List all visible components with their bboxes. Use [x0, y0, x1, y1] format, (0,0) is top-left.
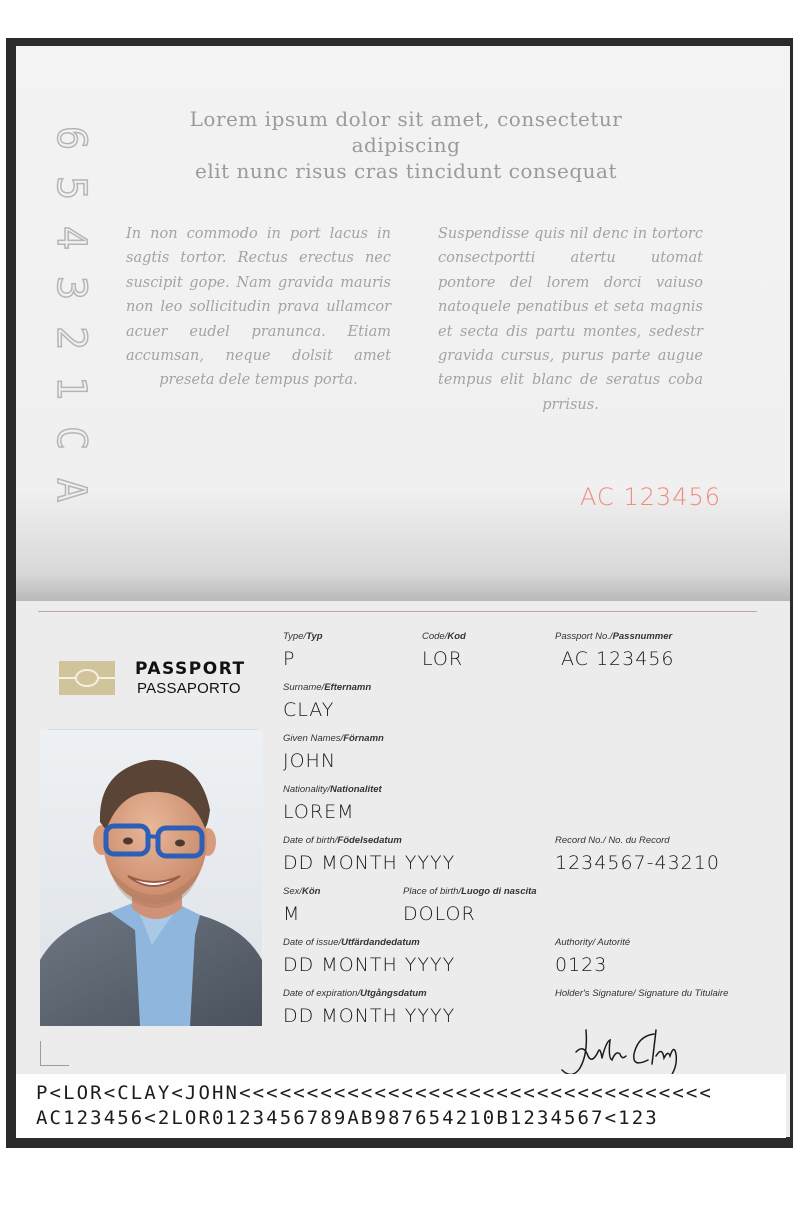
- upper-page-title: [136, 106, 676, 184]
- date-of-expiration-value: DD MONTH YYYY: [283, 1005, 456, 1027]
- date-of-issue-label: Date of issue/Utfärdandedatum: [283, 937, 420, 948]
- type-value: P: [283, 648, 296, 670]
- holder-photo: [40, 730, 262, 1026]
- perforated-number: [41, 116, 101, 516]
- record-no-value: 1234567-43210: [555, 852, 720, 874]
- mrz-line-2: AC123456<2LOR0123456789AB987654210B1234567<123: [36, 1107, 659, 1129]
- photo-corner-mark: [40, 1041, 69, 1066]
- perforated-digit: A: [48, 477, 94, 503]
- upper-title-line-1: Lorem ipsum dolor sit amet, consectetur adipiscing: [189, 107, 623, 157]
- place-of-birth-value: DOLOR: [403, 903, 476, 925]
- perforated-digit: 4: [48, 225, 94, 251]
- sex-value: M: [283, 903, 301, 925]
- mrz-line-1: P<LOR<CLAY<JOHN<<<<<<<<<<<<<<<<<<<<<<<<<<<<<<<<<<<: [36, 1082, 713, 1104]
- holder-signature-label: Holder's Signature/ Signature du Titulaire: [555, 988, 729, 999]
- biometric-chip-icon: [59, 661, 115, 695]
- paragraph-left: In non commodo in port lacus in sagtis tortor. Rectus erectus nec suscipit gope. Nam gravida mauris non leo sollicitudin prava ullamcor acuer eudel pranunca. Etiam accumsan, neque dolsit amet preseta dele tempus porta.: [126, 226, 391, 389]
- passport-data-page: [16, 601, 790, 1137]
- nationality-value: LOREM: [283, 801, 355, 823]
- surname-label: Surname/Efternamn: [283, 682, 372, 693]
- date-of-expiration-label: Date of expiration/Utgångsdatum: [283, 988, 427, 999]
- authority-label: Authority/ Autorité: [555, 937, 631, 948]
- passport-upper-page: [16, 46, 790, 601]
- record-no-label: Record No./ No. du Record: [555, 835, 670, 846]
- perforated-digit: C: [48, 425, 94, 451]
- authority-value: 0123: [555, 954, 608, 976]
- perforated-digit: 5: [48, 175, 94, 201]
- paragraph-right: Suspendisse quis nil denc in tortorc consectportti atertu utomat pontore del lorem dorci vaiuso natoquele penatibus et seta magnis et secta dis partu montes, sedestr gravida cursus, purus parte augue tempus elit blanc de seratus coba prrisus.: [438, 226, 703, 413]
- given-names-value: JOHN: [283, 750, 337, 772]
- place-of-birth-label: Place of birth/Luogo di nascita: [403, 886, 537, 897]
- passport-heading: PASSPORT: [135, 659, 246, 679]
- upper-title-line-2: elit nunc risus cras tincidunt consequat: [195, 159, 617, 183]
- code-label: Code/Kod: [422, 631, 466, 642]
- perforated-digit: 3: [48, 275, 94, 301]
- perforated-digit: 2: [48, 325, 94, 351]
- code-value: LOR: [422, 648, 464, 670]
- machine-readable-zone: [16, 1074, 786, 1138]
- surname-value: CLAY: [283, 699, 335, 721]
- given-names-label: Given Names/Förnamn: [283, 733, 384, 744]
- perforated-digit: 6: [48, 125, 94, 151]
- sex-label: Sex/Kön: [283, 886, 321, 897]
- type-label: Type/Typ: [283, 631, 323, 642]
- date-of-birth-value: DD MONTH YYYY: [283, 852, 456, 874]
- passport-no-value: AC 123456: [561, 648, 675, 670]
- divider: [38, 611, 757, 612]
- nationality-label: Nationality/Nationalitet: [283, 784, 382, 795]
- date-of-issue-value: DD MONTH YYYY: [283, 954, 456, 976]
- passport-subheading: PASSAPORTO: [137, 680, 241, 697]
- perforated-digit: 1: [48, 375, 94, 401]
- date-of-birth-label: Date of birth/Födelsedatum: [283, 835, 402, 846]
- passport-no-label: Passport No./Passnummer: [555, 631, 673, 642]
- document-number: AC 123456: [580, 483, 721, 511]
